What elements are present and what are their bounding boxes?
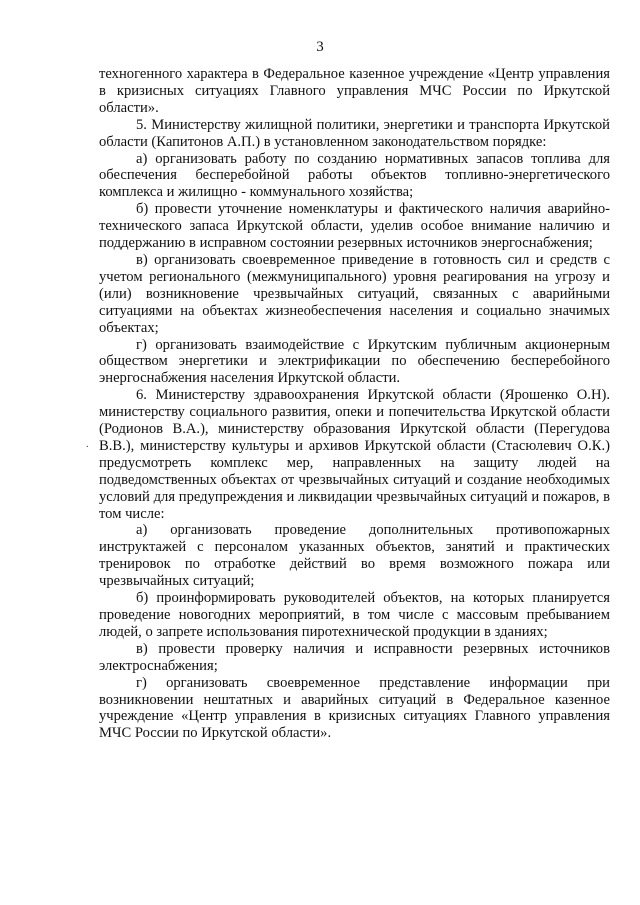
page-number: 3 <box>316 39 324 55</box>
document-body <box>99 66 610 742</box>
paragraph-item-6: 6. Министерству здравоохранения Иркутской области (Ярошенко О.Н). министерству социального развития, опеки и попечительства Иркутской области (Родионов В.А.), министерству образования Иркутской области (Перегудова В.В.), министерству культуры и архивов Иркутской области (Стасюлевич О.К.) предусмотреть комплекс мер, направленных на защиту людей на подведомственных объектах от чрезвычайных ситуаций и создание необходимых условий для предупреждения и ликвидации чрезвычайных ситуаций и пожаров, в том числе: <box>99 387 610 522</box>
paragraph-continuation: техногенного характера в Федеральное казенное учреждение «Центр управления в кризисных ситуациях Главного управления МЧС России по Иркутской области». <box>99 66 610 116</box>
paragraph-6v: в) провести проверку наличия и исправности резервных источников электроснабжения; <box>99 640 610 674</box>
paragraph-6g: г) организовать своевременное представление информации при возникновении нештатных и аварийных ситуаций в Федеральное казенное учреждение «Центр управления в кризисных ситуациях Главного управления МЧС России по Иркутской области». <box>99 674 610 742</box>
paragraph-5v: в) организовать своевременное приведение в готовность сил и средств с учетом регионального (межмуниципального) уровня реагирования на угрозу и (или) возникновение чрезвычайных ситуаций, связанных с аварийными ситуациями на объектах жизнеобеспечения населения и социально значимых объектах; <box>99 251 610 336</box>
paragraph-5b: б) провести уточнение номенклатуры и фактического наличия аварийно-технического запаса Иркутской области, уделив особое внимание наличию и поддержанию в исправном состоянии резервных источников энергоснабжения; <box>99 201 610 252</box>
paragraph-5g: г) организовать взаимодействие с Иркутским публичным акционерным обществом энергетики и электрификации по обеспечению бесперебойного энергоснабжения населения Иркутской области. <box>99 336 610 387</box>
paragraph-6b: б) проинформировать руководителей объектов, на которых планируется проведение новогодних мероприятий, в том числе с массовым пребыванием людей, о запрете использования пиротехнической продукции в зданиях; <box>99 590 610 640</box>
paragraph-5a: а) организовать работу по созданию нормативных запасов топлива для обеспечения бесперебойной работы объектов топливно-энергетического комплекса и жилищно - коммунального хозяйства; <box>99 150 610 201</box>
paragraph-6a: а) организовать проведение дополнительных противопожарных инструктажей с персоналом указанных объектов, занятий и практических тренировок по отработке действий во время возможного пожара или чрезвычайных ситуаций; <box>99 522 610 590</box>
paragraph-item-5: 5. Министерству жилищной политики, энергетики и транспорта Иркутской области (Капитонов А.П.) в установленном законодательством порядке: <box>99 116 610 150</box>
margin-mark: . <box>86 439 89 450</box>
